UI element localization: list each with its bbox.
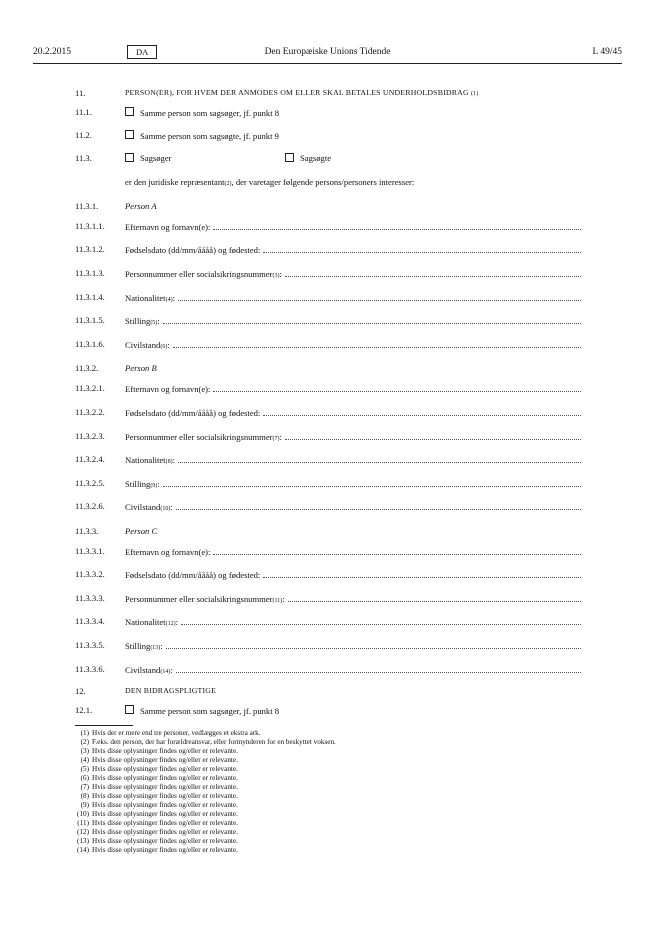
option-12-1: 12.1. Samme person som sagsøger, jf. punkt 8 xyxy=(75,705,280,716)
field-row: 11.3.1.3. Personnummer eller socialsikringsnummer (3) : xyxy=(75,268,581,280)
field-row: 11.3.2.4. Nationalitet (8) : xyxy=(75,454,581,466)
footnote: (12) Hvis disse oplysninger findes og/eller er relevante. xyxy=(77,828,238,836)
checkbox-applicant[interactable] xyxy=(125,153,134,162)
footnote: (2) F.eks. den person, der har forældreansvar, eller formynderen for en beskyttet voksen. xyxy=(80,738,336,746)
field-row: 11.3.3.2. Fødselsdato (dd/mm/åååå) og fødested: xyxy=(75,569,581,581)
fill-line[interactable] xyxy=(176,664,581,673)
footnote: (5) Hvis disse oplysninger findes og/eller er relevante. xyxy=(80,765,238,773)
header-rule xyxy=(33,63,622,64)
field-row: 11.3.1.1. Efternavn og fornavn(e): xyxy=(75,221,581,233)
option-11-1: 11.1. Samme person som sagsøger, jf. punkt 8 xyxy=(75,107,280,118)
representative-line: er den juridiske repræsentant (2) , der varetager følgende persons/personers interesser: xyxy=(125,177,415,187)
field-row: 11.3.2.1. Efternavn og fornavn(e): xyxy=(75,383,581,395)
fill-line[interactable] xyxy=(166,640,581,649)
person-a-heading: 11.3.1. Person A xyxy=(75,201,157,211)
person-b-heading: 11.3.2. Person B xyxy=(75,363,157,373)
footnote: (8) Hvis disse oplysninger findes og/eller er relevante. xyxy=(80,792,238,800)
journal-title: Den Europæiske Unions Tidende xyxy=(264,47,391,57)
option-11-2: 11.2. Samme person som sagsøgte, jf. punkt 9 xyxy=(75,130,279,141)
field-row: 11.3.2.5. Stilling (9) : xyxy=(75,478,581,490)
field-row: 11.3.3.4. Nationalitet (12) : xyxy=(75,616,581,628)
checkbox-debtor-same-as-applicant[interactable] xyxy=(125,705,134,714)
footnote: (4) Hvis disse oplysninger findes og/eller er relevante. xyxy=(80,756,238,764)
field-row: 11.3.1.2. Fødselsdato (dd/mm/åååå) og fødested: xyxy=(75,244,581,256)
section-12-heading: 12. DEN BIDRAGSPLIGTIGE xyxy=(75,686,581,698)
field-row: 11.3.3.1. Efternavn og fornavn(e): xyxy=(75,546,581,558)
fill-line[interactable] xyxy=(263,569,581,578)
fill-line[interactable] xyxy=(163,478,581,487)
field-row: 11.3.3.3. Personnummer eller socialsikringsnummer (11) : xyxy=(75,593,581,605)
field-row: 11.3.2.2. Fødselsdato (dd/mm/åååå) og fødested: xyxy=(75,407,581,419)
fill-line[interactable] xyxy=(285,431,581,440)
page-header xyxy=(33,47,622,61)
section-12-title: DEN BIDRAGSPLIGTIGE xyxy=(125,686,217,695)
footnote: (6) Hvis disse oplysninger findes og/eller er relevante. xyxy=(80,774,238,782)
footnote: (3) Hvis disse oplysninger findes og/eller er relevante. xyxy=(80,747,238,755)
field-row: 11.3.3.5. Stilling (13) : xyxy=(75,640,581,652)
option-11-3: 11.3. Sagsøger Sagsøgte xyxy=(75,153,332,163)
footnote: (1) Hvis der er mere end tre personer, vedlægges et ekstra ark. xyxy=(80,729,261,737)
footnote-rule xyxy=(75,725,133,726)
fill-line[interactable] xyxy=(285,268,581,277)
fill-line[interactable] xyxy=(213,221,581,230)
footnote: (9) Hvis disse oplysninger findes og/eller er relevante. xyxy=(80,801,238,809)
fill-line[interactable] xyxy=(213,383,581,392)
field-row: 11.3.1.5. Stilling (5) : xyxy=(75,315,581,327)
footnote: (7) Hvis disse oplysninger findes og/eller er relevante. xyxy=(80,783,238,791)
fill-line[interactable] xyxy=(178,454,581,463)
fill-line[interactable] xyxy=(263,407,581,416)
header-date: 20.2.2015 xyxy=(33,47,71,57)
fill-line[interactable] xyxy=(181,616,581,625)
fill-line[interactable] xyxy=(173,339,581,348)
fill-line[interactable] xyxy=(213,546,581,555)
checkbox-defendant[interactable] xyxy=(285,153,294,162)
field-row: 11.3.2.6. Civilstand (10) : xyxy=(75,501,581,513)
language-badge: DA xyxy=(127,45,157,59)
footnote: (10) Hvis disse oplysninger findes og/eller er relevante. xyxy=(77,810,238,818)
fill-line[interactable] xyxy=(288,593,581,602)
section-11-title: PERSON(ER), FOR HVEM DER ANMODES OM ELLER SKAL BETALES UNDERHOLDSBIDRAG xyxy=(125,88,469,97)
field-row: 11.3.2.3. Personnummer eller socialsikringsnummer (7) : xyxy=(75,431,581,443)
fill-line[interactable] xyxy=(178,292,581,301)
person-c-heading: 11.3.3. Person C xyxy=(75,526,158,536)
fill-line[interactable] xyxy=(176,501,581,510)
page-reference: L 49/45 xyxy=(592,47,622,57)
footnote: (14) Hvis disse oplysninger findes og/eller er relevante. xyxy=(77,846,238,854)
fill-line[interactable] xyxy=(163,315,581,324)
checkbox-same-as-defendant[interactable] xyxy=(125,130,134,139)
checkbox-same-as-applicant[interactable] xyxy=(125,107,134,116)
footnote: (13) Hvis disse oplysninger findes og/eller er relevante. xyxy=(77,837,238,845)
footnote: (11) Hvis disse oplysninger findes og/eller er relevante. xyxy=(77,819,238,827)
section-11-heading: 11. PERSON(ER), FOR HVEM DER ANMODES OM ELLER SKAL BETALES UNDERHOLDSBIDRAG (1) xyxy=(75,88,479,98)
field-row: 11.3.1.6. Civilstand (6) : xyxy=(75,339,581,351)
field-row: 11.3.3.6. Civilstand (14) : xyxy=(75,664,581,676)
field-row: 11.3.1.4. Nationalitet (4) : xyxy=(75,292,581,304)
fill-line[interactable] xyxy=(263,244,581,253)
